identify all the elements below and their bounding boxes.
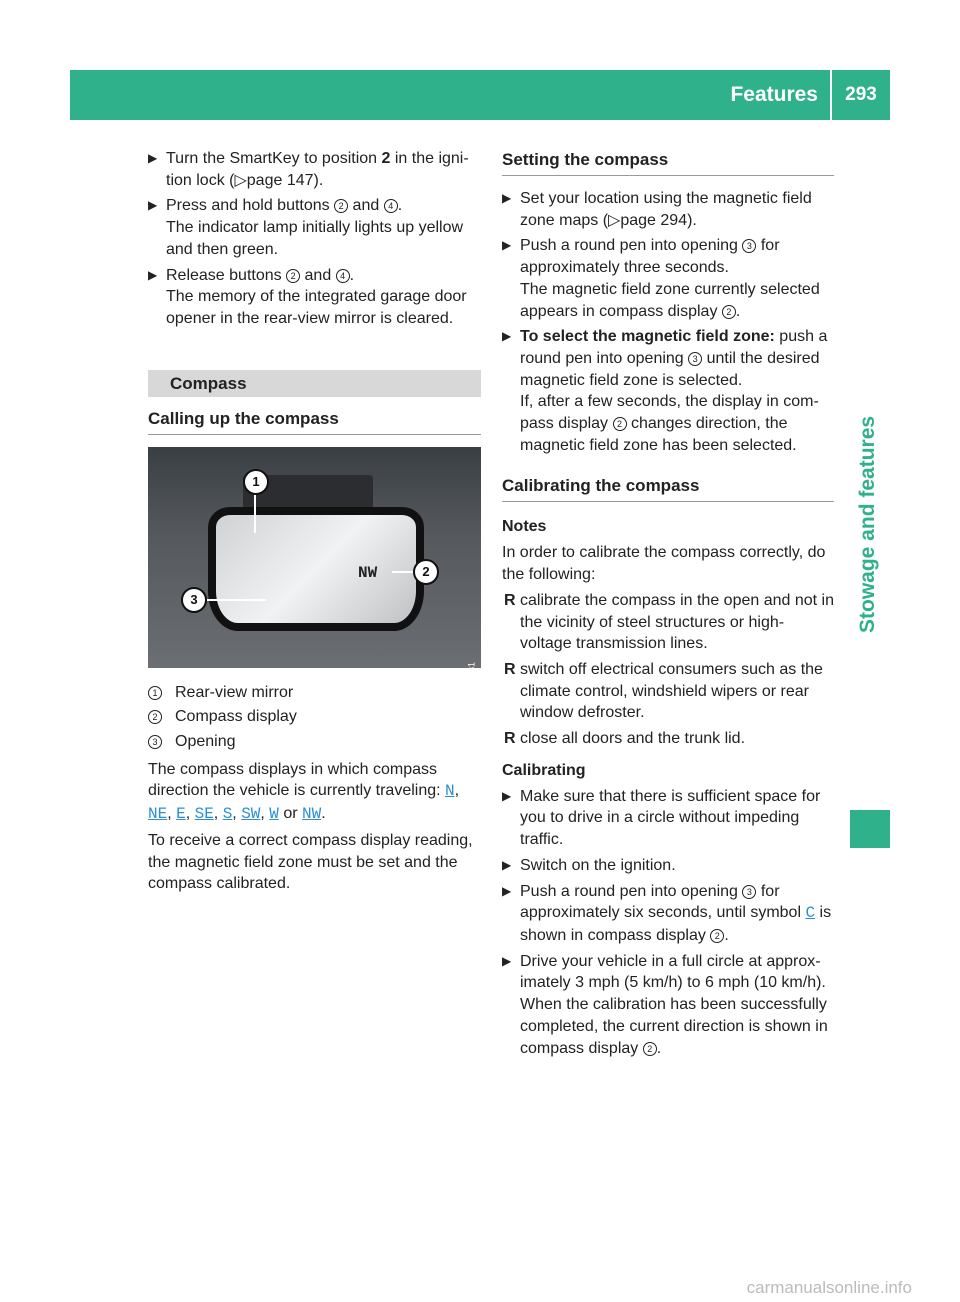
triangle-right-icon: ▶	[148, 267, 158, 282]
legend-item	[148, 706, 481, 728]
callout-number: 2	[613, 417, 627, 431]
notes-heading: Notes	[502, 518, 547, 536]
step-text: Drive your vehicle in a full circle at approximately 3 mph (5 km/h) to 6 mph (10 km/h).	[520, 952, 826, 992]
step-bold: To select the magnetic field zone:	[520, 328, 775, 346]
note-text: close all doors and the trunk lid.	[520, 730, 746, 748]
step-text: and	[348, 197, 384, 215]
step-note: When the calibration has been successfully completed, the current direction is shown in compass display	[520, 996, 828, 1057]
legend-number: 2	[148, 710, 162, 724]
step-text: Push a round pen into opening	[520, 882, 743, 900]
notes-intro: In order to calibrate the compass correctly, do the following:	[502, 544, 826, 584]
rear-view-mirror	[208, 507, 424, 631]
calibrating-subheading: Calibrating	[502, 761, 586, 779]
step-note: The magnetic field zone currently selected appears in compass display	[520, 280, 820, 320]
note-item	[502, 590, 834, 655]
side-marker	[850, 810, 890, 848]
side-tab-label: Stowage and features	[856, 415, 879, 633]
callout-1: 1	[243, 469, 269, 495]
note-text: calibrate the compass in the open and not in the vicinity of steel structures or high-voltage transmission lines.	[520, 591, 834, 653]
callout-number: 2	[710, 929, 724, 943]
compass-section-heading: Compass	[148, 370, 481, 397]
photo-credit: P68.00-7547-31	[467, 661, 477, 727]
callout-number: 3	[742, 239, 756, 253]
legend-text: Compass display	[175, 708, 297, 726]
step-text: Press and hold buttons	[166, 197, 335, 215]
callout-number: 4	[336, 269, 350, 283]
triangle-right-icon: ▶	[502, 857, 512, 872]
direction-ne: NE	[148, 805, 168, 824]
step-text: Release buttons	[166, 266, 287, 284]
callout-2: 2	[413, 559, 439, 585]
step-note: The indicator lamp initially lights up yellow and then green.	[166, 219, 464, 258]
page-number: 293	[845, 84, 877, 105]
bullet-r-icon: R	[504, 660, 516, 678]
step-text: Push a round pen into opening	[520, 237, 743, 255]
callout-number: 3	[688, 352, 702, 366]
direction-n: N	[445, 782, 455, 801]
step-text: ).	[687, 211, 697, 229]
calibration-note-paragraph: To receive a correct compass display reading, the magnetic field zone must be set and the compass calibrated.	[148, 831, 473, 893]
direction-se: SE	[194, 805, 214, 824]
arrow-ref-icon: ▷	[234, 171, 247, 189]
step-ignition	[502, 855, 834, 877]
callout-number: 2	[334, 199, 348, 213]
legend-item	[148, 682, 481, 704]
note-item	[502, 659, 834, 724]
callout-number: 2	[722, 305, 736, 319]
directions-paragraph: The compass displays in which compass direction the vehicle is currently traveling: N, NE, E, SE, S, SW, W or NW.	[148, 760, 460, 824]
step-text: is shown in compass display	[520, 904, 832, 944]
step-drive-circle	[502, 951, 834, 1060]
setting-heading: Setting the compass	[502, 148, 834, 176]
callout-number: 2	[643, 1042, 657, 1056]
calling-up-heading: Calling up the compass	[148, 407, 481, 435]
step-select-zone	[502, 326, 834, 456]
direction-sw: SW	[241, 805, 261, 824]
watermark-url: carmanualsonline.info	[746, 1278, 912, 1297]
step-text: Set your location using the magnetic field zone maps (	[520, 190, 812, 229]
legend-item	[148, 731, 481, 753]
step-note: The memory of the integrated garage door opener in the rear-view mirror is cleared.	[166, 288, 467, 327]
page-reference-link[interactable]: page 294	[620, 211, 688, 229]
page-reference-link[interactable]: page 147	[246, 171, 314, 189]
callout-number: 3	[742, 885, 756, 899]
callout-number: 4	[384, 199, 398, 213]
step-note: .	[735, 302, 741, 320]
calibration-symbol: C	[805, 904, 816, 923]
callout-3: 3	[181, 587, 207, 613]
note-item	[502, 728, 834, 750]
step-text: Turn the SmartKey to position	[166, 150, 382, 167]
triangle-right-icon: ▶	[502, 238, 512, 253]
step-text: Switch on the ignition.	[520, 856, 676, 874]
direction-s: S	[222, 805, 233, 824]
section-title: Features	[730, 83, 818, 106]
direction-e: E	[176, 805, 186, 824]
legend-text: Rear-view mirror	[175, 683, 294, 701]
legend-number: 1	[148, 686, 162, 700]
para-text: The compass displays in which compass direction the vehicle is currently traveling:	[148, 760, 446, 800]
step-text: .	[397, 197, 403, 215]
bullet-r-icon: R	[504, 730, 516, 748]
step-note: If, after a few seconds, the display in compass display	[520, 393, 819, 433]
right-column	[502, 148, 834, 1063]
para-text: or	[283, 805, 298, 823]
callout-number: 2	[286, 269, 300, 283]
leader-line	[206, 599, 266, 601]
triangle-right-icon: ▶	[148, 198, 158, 213]
direction-nw: NW	[302, 805, 322, 824]
step-text: ).	[313, 171, 324, 189]
triangle-right-icon: ▶	[502, 191, 512, 205]
step-set-location	[502, 188, 834, 231]
step-bold: 2	[381, 150, 391, 167]
step-text: until the desired magnetic field zone is selected.	[520, 349, 820, 389]
step-note: .	[656, 1039, 662, 1057]
step-text: .	[724, 926, 729, 944]
step-release	[148, 265, 481, 330]
legend-number: 3	[148, 735, 162, 749]
triangle-right-icon: ▶	[502, 883, 512, 898]
arrow-ref-icon: ▷	[608, 211, 621, 229]
step-push-six-seconds	[502, 881, 834, 947]
leader-line	[254, 493, 256, 533]
step-text: push a round pen into opening	[520, 328, 828, 367]
left-column	[148, 148, 481, 899]
calibrating-heading: Calibrating the compass	[502, 474, 834, 502]
step-text: .	[349, 266, 355, 284]
step-push-pen	[502, 235, 834, 322]
step-text: Make sure that there is sufficient space for you to drive in a circle without impeding traffic.	[520, 787, 821, 849]
step-note: changes direction, the magnetic field zone has been selected.	[520, 415, 797, 454]
step-text: for approximately three seconds.	[520, 237, 780, 277]
bullet-r-icon: R	[504, 591, 516, 609]
step-press-hold	[148, 195, 481, 260]
step-space	[502, 786, 834, 851]
step-text: and	[300, 266, 336, 284]
triangle-right-icon: ▶	[148, 151, 158, 165]
side-tab	[850, 128, 890, 648]
step-turn-key	[148, 148, 481, 191]
leader-line	[392, 571, 414, 573]
legend-text: Opening	[175, 733, 236, 751]
step-text: in the ignition lock (	[166, 150, 469, 189]
note-text: switch off electrical consumers such as the climate control, windshield wipers or rear window defroster.	[520, 660, 823, 722]
triangle-right-icon: ▶	[502, 953, 512, 968]
triangle-right-icon: ▶	[502, 788, 512, 803]
header-bar	[70, 70, 890, 120]
step-text: for approximately six seconds, until symbol	[520, 882, 806, 922]
compass-display-readout: NW	[358, 563, 378, 582]
direction-w: W	[269, 805, 279, 824]
triangle-right-icon: ▶	[502, 329, 512, 344]
